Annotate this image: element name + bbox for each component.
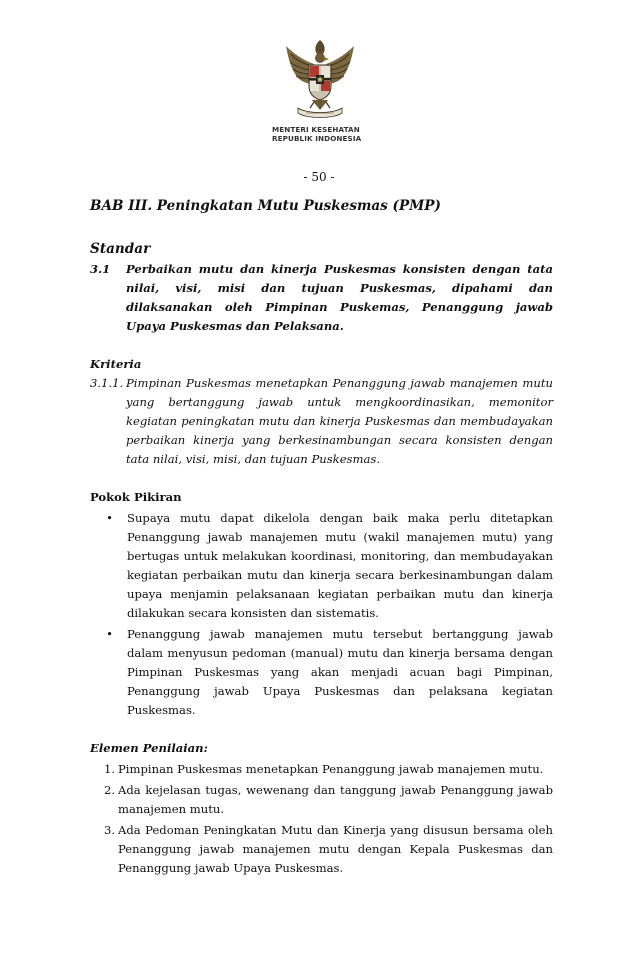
list-item (90, 821, 553, 878)
bullet-icon: • (106, 627, 113, 641)
page-number: - 50 - (303, 170, 335, 184)
elemen-penilaian-heading: Elemen Penilaian: (90, 741, 208, 755)
list-item (90, 760, 553, 779)
pokok-pikiran-list (90, 509, 553, 720)
document-body (90, 197, 553, 878)
kriteria-text: Pimpinan Puskesmas menetapkan Penanggung jawab manajemen mutu yang bertanggung jawab untuk mengkoordinasikan, memonitor kegiatan peningkatan mutu dan kinerja Puskesmas dan membudayakan perbaikan kinerja yang berkesinambungan secara konsisten dengan tata nilai, visi, misi, dan tujuan Puskesmas. (126, 376, 553, 466)
ministry-line-2: REPUBLIK INDONESIA (272, 134, 362, 143)
pokok-pikiran-text: Supaya mutu dapat dikelola dengan baik maka perlu ditetapkan Penanggung jawab manajemen mutu (wakil manajemen mutu) yang bertugas untuk melakukan koordinasi, monitoring, dan membudayakan kegiatan perbaikan mutu dan kinerja secara berkesinambungan dalam upaya menjamin pelaksanaan kegiatan perbaikan mutu dan kinerja dilakukan secara konsisten dan sistematis. (127, 511, 553, 620)
kriteria-item (90, 374, 553, 469)
kriteria-number: 3.1.1. (90, 376, 124, 390)
bullet-icon: • (106, 511, 113, 525)
pokok-pikiran-heading: Pokok Pikiran (90, 490, 182, 504)
list-item (90, 509, 553, 623)
item-number: 1. (103, 762, 115, 776)
pokok-pikiran-text: Penanggung jawab manajemen mutu tersebut bertanggung jawab dalam menyusun pedoman (manual) mutu dan kinerja bersama dengan Pimpinan Puskesmas yang akan menjadi acuan bagi Pimpinan, Penanggung jawab Upaya Puskesmas dan pelaksana kegiatan Puskesmas. (127, 627, 553, 717)
list-item (90, 781, 553, 819)
ministry-line-1: MENTERI KESEHATAN (272, 125, 360, 134)
standar-item (90, 260, 553, 336)
standar-number: 3.1 (90, 262, 111, 276)
standar-text: Perbaikan mutu dan kinerja Puskesmas konsisten dengan tata nilai, visi, misi dan tujuan Puskesmas, dipahami dan dilaksanakan oleh Pimpinan Puskemas, Penanggung jawab Upaya Puskesmas dan Pelaksana. (126, 262, 553, 333)
item-text: Ada Pedoman Peningkatan Mutu dan Kinerja yang disusun bersama oleh Penanggung jawab manajemen mutu dengan Kepala Puskesmas dan Penanggung jawab Upaya Puskesmas. (118, 823, 553, 875)
item-text: Pimpinan Puskesmas menetapkan Penanggung jawab manajemen mutu. (118, 762, 544, 776)
ministry-label (272, 125, 372, 143)
chapter-title: BAB III. Peningkatan Mutu Puskesmas (PMP) (90, 198, 441, 214)
item-number: 2. (103, 783, 115, 797)
item-number: 3. (103, 823, 115, 837)
list-item (90, 625, 553, 720)
garuda-emblem-icon (284, 38, 356, 122)
elemen-penilaian-list (90, 760, 553, 878)
item-text: Ada kejelasan tugas, wewenang dan tanggung jawab Penanggung jawab manajemen mutu. (118, 783, 553, 816)
kriteria-heading: Kriteria (90, 357, 142, 371)
standar-heading: Standar (90, 241, 151, 257)
